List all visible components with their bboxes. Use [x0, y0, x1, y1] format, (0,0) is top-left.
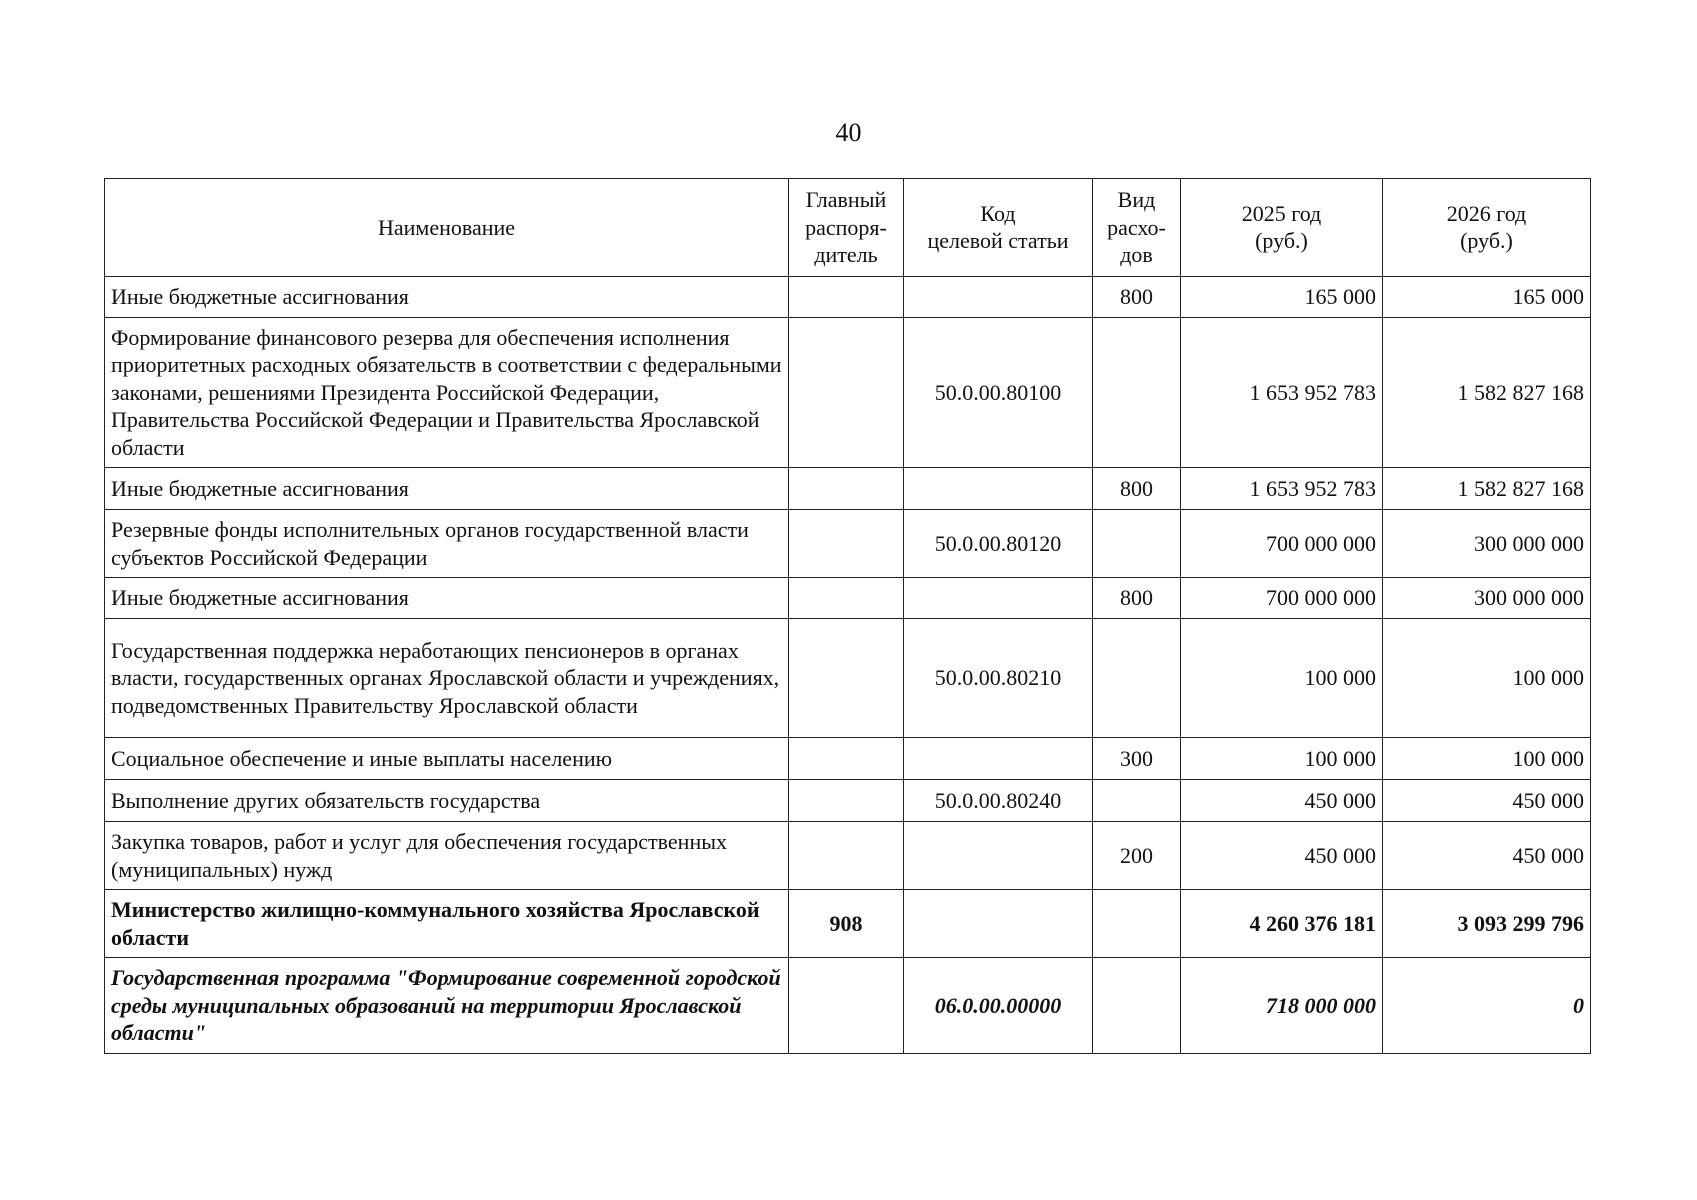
cell-2025: 4 260 376 181 [1181, 890, 1383, 958]
table-row [105, 738, 1591, 780]
cell-kind [1093, 619, 1181, 738]
cell-code [904, 468, 1093, 510]
header-name: Наименование [105, 179, 789, 277]
cell-admin [789, 317, 904, 468]
table-row [105, 317, 1591, 468]
table-body [105, 276, 1591, 1053]
cell-2026: 165 000 [1383, 276, 1591, 317]
cell-kind: 800 [1093, 468, 1181, 510]
cell-name: Закупка товаров, работ и услуг для обеспечения государственных (муниципальных) нужд [105, 822, 789, 890]
header-admin: Главный распоря- дитель [789, 179, 904, 277]
cell-admin [789, 468, 904, 510]
cell-admin [789, 780, 904, 822]
cell-name: Социальное обеспечение и иные выплаты населению [105, 738, 789, 780]
cell-name: Государственная поддержка неработающих пенсионеров в органах власти, государственных органах Ярославской области и учреждениях, подведомственных Правительству Ярославской области [105, 619, 789, 738]
cell-kind: 200 [1093, 822, 1181, 890]
cell-2026: 100 000 [1383, 738, 1591, 780]
cell-2026: 3 093 299 796 [1383, 890, 1591, 958]
cell-code [904, 738, 1093, 780]
cell-admin [789, 822, 904, 890]
cell-kind [1093, 780, 1181, 822]
table-row [105, 276, 1591, 317]
cell-2025: 165 000 [1181, 276, 1383, 317]
cell-code: 50.0.00.80100 [904, 317, 1093, 468]
cell-admin [789, 510, 904, 578]
table-row [105, 578, 1591, 619]
cell-code: 50.0.00.80120 [904, 510, 1093, 578]
cell-2025: 718 000 000 [1181, 958, 1383, 1054]
cell-kind [1093, 958, 1181, 1054]
header-2025: 2025 год (руб.) [1181, 179, 1383, 277]
cell-name: Иные бюджетные ассигнования [105, 578, 789, 619]
cell-kind: 800 [1093, 578, 1181, 619]
cell-2026: 1 582 827 168 [1383, 317, 1591, 468]
table-row [105, 780, 1591, 822]
header-kind: Вид расхо- дов [1093, 179, 1181, 277]
budget-table [104, 178, 1591, 1054]
cell-code: 06.0.00.00000 [904, 958, 1093, 1054]
table-header [105, 179, 1591, 277]
table-row [105, 510, 1591, 578]
cell-2025: 700 000 000 [1181, 578, 1383, 619]
cell-name: Министерство жилищно-коммунального хозяйства Ярославской области [105, 890, 789, 958]
cell-kind: 800 [1093, 276, 1181, 317]
cell-name: Резервные фонды исполнительных органов государственной власти субъектов Российской Федерации [105, 510, 789, 578]
cell-kind: 300 [1093, 738, 1181, 780]
cell-code: 50.0.00.80210 [904, 619, 1093, 738]
cell-name: Иные бюджетные ассигнования [105, 468, 789, 510]
cell-name: Государственная программа "Формирование современной городской среды муниципальных образований на территории Ярославской области" [105, 958, 789, 1054]
cell-2025: 100 000 [1181, 619, 1383, 738]
cell-kind [1093, 510, 1181, 578]
cell-code [904, 276, 1093, 317]
cell-admin [789, 958, 904, 1054]
cell-name: Формирование финансового резерва для обеспечения исполнения приоритетных расходных обязательств в соответствии с федеральными законами, решениями Президента Российской Федерации, Правительства Российской Федерации и Правительства Ярославской области [105, 317, 789, 468]
table-row [105, 958, 1591, 1054]
table-row [105, 619, 1591, 738]
cell-2026: 0 [1383, 958, 1591, 1054]
cell-admin [789, 578, 904, 619]
header-row [105, 179, 1591, 277]
header-2026: 2026 год (руб.) [1383, 179, 1591, 277]
cell-admin [789, 619, 904, 738]
cell-code: 50.0.00.80240 [904, 780, 1093, 822]
cell-kind [1093, 317, 1181, 468]
cell-name: Выполнение других обязательств государства [105, 780, 789, 822]
cell-2026: 450 000 [1383, 780, 1591, 822]
cell-2026: 1 582 827 168 [1383, 468, 1591, 510]
cell-2026: 300 000 000 [1383, 510, 1591, 578]
cell-admin [789, 276, 904, 317]
table-row [105, 468, 1591, 510]
page-number: 40 [835, 118, 862, 147]
table-row [105, 890, 1591, 958]
cell-2025: 450 000 [1181, 780, 1383, 822]
cell-2026: 450 000 [1383, 822, 1591, 890]
cell-admin [789, 738, 904, 780]
cell-2025: 1 653 952 783 [1181, 468, 1383, 510]
header-code: Код целевой статьи [904, 179, 1093, 277]
cell-2025: 100 000 [1181, 738, 1383, 780]
table-row [105, 822, 1591, 890]
cell-code [904, 578, 1093, 619]
cell-2025: 700 000 000 [1181, 510, 1383, 578]
cell-2026: 300 000 000 [1383, 578, 1591, 619]
cell-2025: 1 653 952 783 [1181, 317, 1383, 468]
cell-code [904, 822, 1093, 890]
cell-name: Иные бюджетные ассигнования [105, 276, 789, 317]
cell-2026: 100 000 [1383, 619, 1591, 738]
cell-kind [1093, 890, 1181, 958]
cell-admin: 908 [789, 890, 904, 958]
cell-code [904, 890, 1093, 958]
cell-2025: 450 000 [1181, 822, 1383, 890]
